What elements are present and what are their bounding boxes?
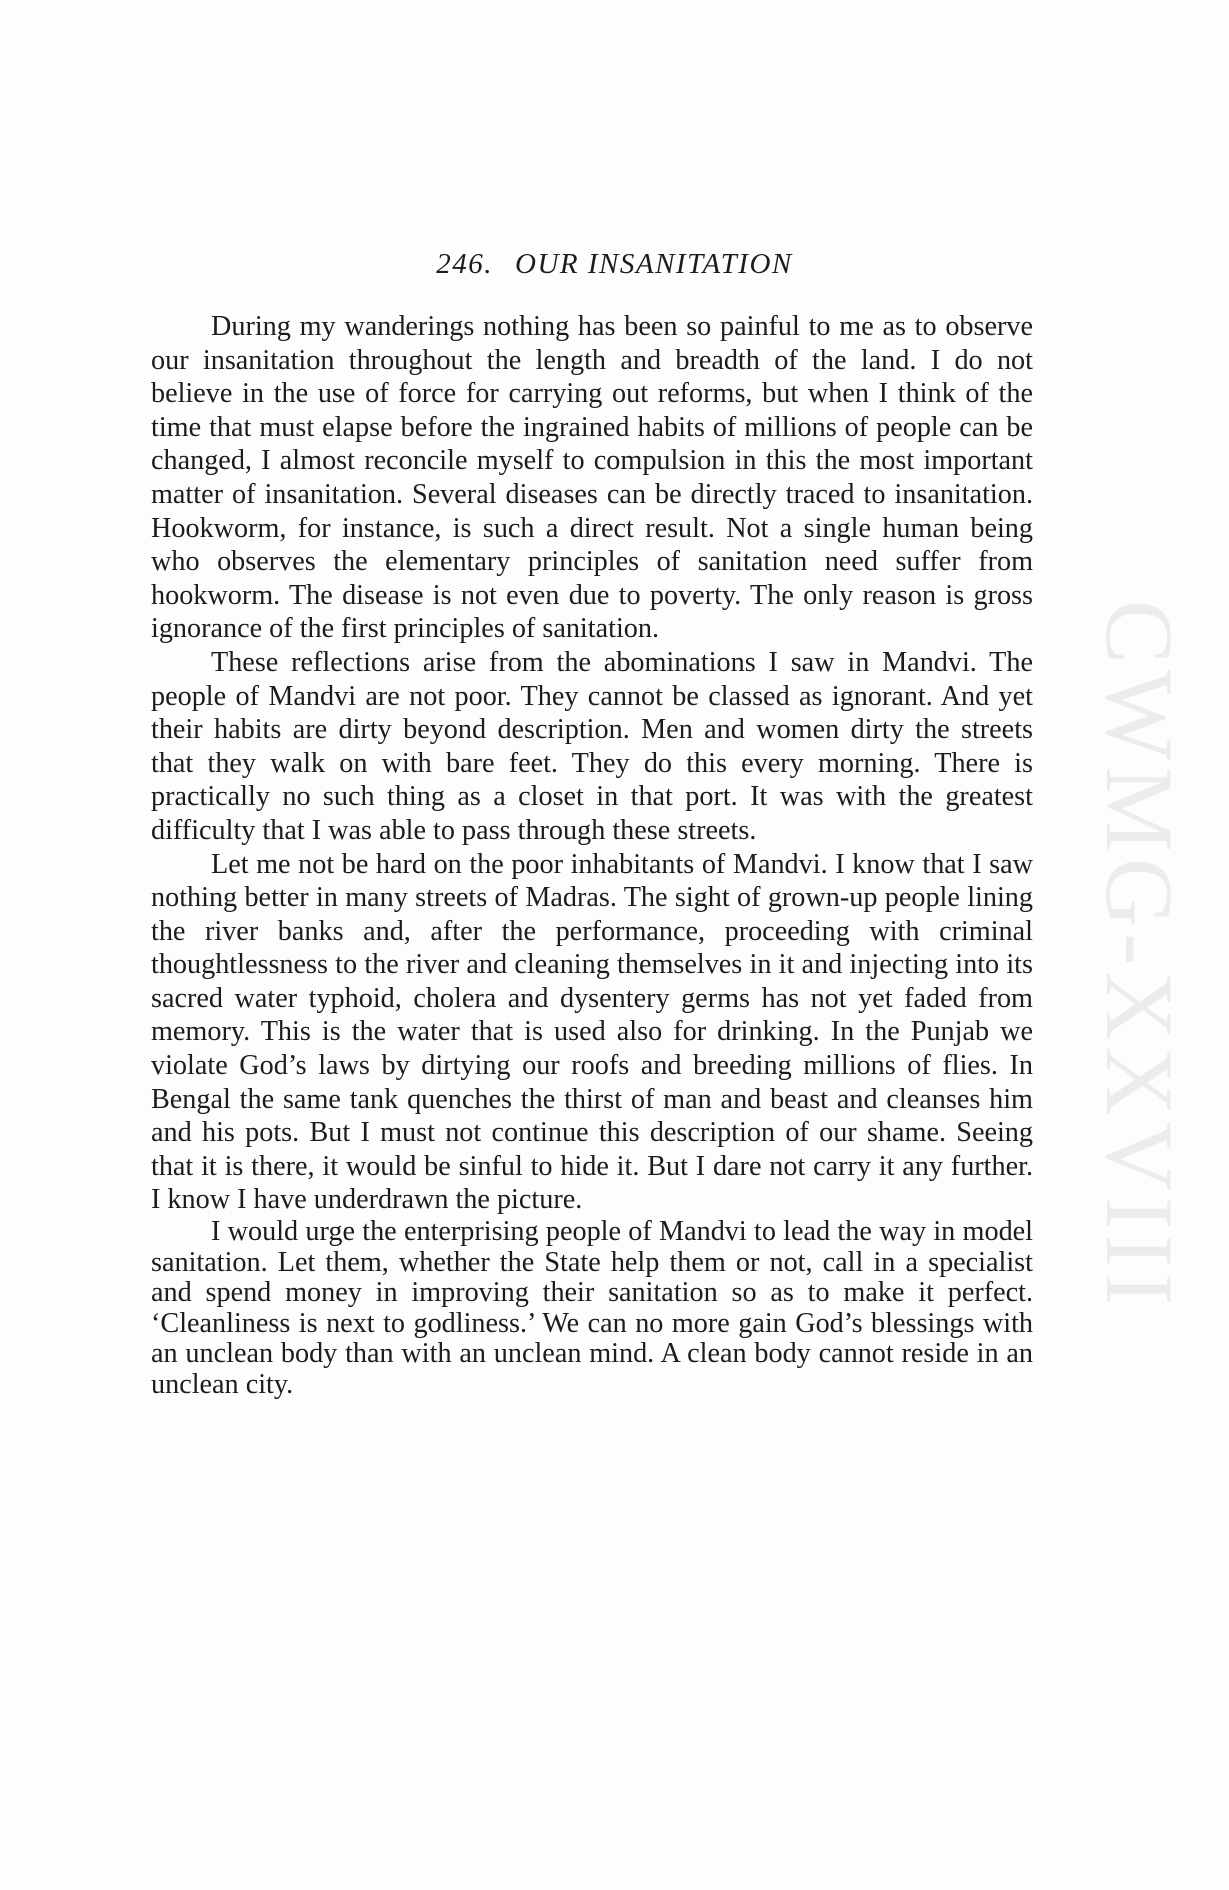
watermark-text: CWMG-XXVIII (1086, 599, 1194, 1311)
paragraph: I would urge the enterprising people of Mandvi to lead the way in model sanitation. Let them, whether the State help them or not, call in a specialist and spend money in improving their sanitation so as to make it perfect. ‘Cleanliness is next to godliness.’ We can no more gain God’s blessings with an unclean body than with an unclean mind. A clean body cannot reside in an unclean city. (151, 1216, 1033, 1400)
article-title: OUR INSANITATION (515, 248, 793, 280)
paragraph: During my wanderings nothing has been so painful to me as to observe our insanitation throughout the length and breadth of the land. I do not believe in the use of force for carrying out reforms, but when I think of the time that must elapse before the ingrained habits of millions of people can be changed, I almost reconcile myself to compulsion in this the most important matter of insanitation. Several diseases can be directly traced to insanitation. Hookworm, for instance, is such a direct result. Not a single human being who observes the elementary principles of sanitation need suffer from hookworm. The disease is not even due to poverty. The only reason is gross ignorance of the first principles of sanitation. (151, 311, 1033, 645)
watermark (1086, 395, 1194, 1515)
paragraph: These reflections arise from the abominations I saw in Mandvi. The people of Mandvi are not poor. They cannot be classed as ignorant. And yet their habits are dirty beyond description. Men and women dirty the streets that they walk on with bare feet. They do this every morning. There is practically no such thing as a closet in that port. It was with the greatest difficulty that I was able to pass through these streets. (151, 646, 1033, 846)
article-body (151, 310, 1033, 1401)
paragraph: Let me not be hard on the poor inhabitants of Mandvi. I know that I saw nothing better in many streets of Madras. The sight of grown-up people lining the river banks and, after the performance, proceeding with criminal thoughtlessness to the river and cleaning themselves in it and injecting into its sacred water typhoid, cholera and dysentery germs has not yet faded from memory. This is the water that is used also for drinking. In the Punjab we violate God’s laws by dirtying our roofs and breeding millions of flies. In Bengal the same tank quenches the thirst of man and beast and cleanses him and his pots. But I must not continue this description of our shame. Seeing that it is there, it would be sinful to hide it. But I dare not carry it any further. I know I have underdrawn the picture. (151, 848, 1033, 1216)
article-number: 246. (436, 248, 493, 280)
page-title (0, 248, 1229, 281)
